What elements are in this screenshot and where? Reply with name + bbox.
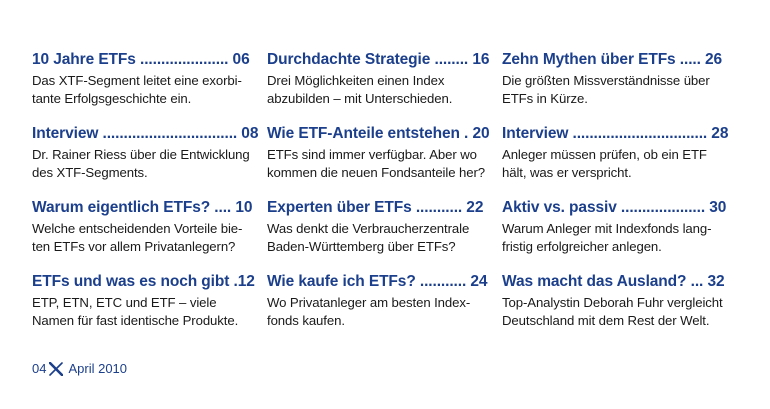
toc-description: ETFs sind immer verfügbar. Aber wo kommen die neuen Fondsanteile her? — [267, 147, 485, 180]
page-number: 04 — [32, 361, 47, 376]
toc-entry[interactable] — [267, 198, 502, 272]
toc-description: Welche entscheidenden Vorteile bie- ten ETFs vor allem Privatanlegern? — [32, 221, 243, 254]
toc-entry[interactable] — [502, 124, 732, 198]
toc-heading[interactable]: Wie kaufe ich ETFs? ........... 24 — [267, 273, 488, 290]
toc-entry[interactable] — [267, 124, 502, 198]
toc-heading[interactable]: Interview ................................ 08 — [32, 125, 259, 142]
toc-heading[interactable]: 10 Jahre ETFs ..................... 06 — [32, 51, 250, 68]
toc-entry[interactable] — [502, 272, 732, 346]
toc-heading[interactable]: Wie ETF-Anteile entstehen . 20 — [267, 125, 490, 142]
toc-heading[interactable]: Aktiv vs. passiv .................... 30 — [502, 199, 727, 216]
toc-description: Die größten Missverständnisse über ETFs in Kürze. — [502, 73, 710, 106]
toc-description: Top-Analystin Deborah Fuhr vergleicht Deutschland mit dem Rest der Welt. — [502, 295, 723, 328]
toc-description: Drei Möglichkeiten einen Index abzubilden – mit Unterschieden. — [267, 73, 453, 106]
toc-entry[interactable] — [32, 124, 267, 198]
toc-entry[interactable] — [32, 50, 267, 124]
toc-entry[interactable] — [32, 198, 267, 272]
toc-entry[interactable] — [267, 272, 502, 346]
issue-date: April 2010 — [68, 361, 128, 376]
x-logo-icon — [49, 362, 63, 376]
toc-heading[interactable]: ETFs und was es noch gibt .12 — [32, 273, 255, 290]
toc-entry[interactable] — [502, 50, 732, 124]
toc-heading[interactable]: Interview ................................ 28 — [502, 125, 729, 142]
toc-heading[interactable]: Warum eigentlich ETFs? .... 10 — [32, 199, 253, 216]
toc-description: Warum Anleger mit Indexfonds lang- fristig erfolgreicher anlegen. — [502, 221, 712, 254]
toc-description: Anleger müssen prüfen, ob ein ETF hält, was er verspricht. — [502, 147, 707, 180]
toc-heading[interactable]: Zehn Mythen über ETFs ..... 26 — [502, 51, 723, 68]
toc-description: ETP, ETN, ETC und ETF – viele Namen für fast identische Produkte. — [32, 295, 239, 328]
toc-description: Dr. Rainer Riess über die Entwicklung des XTF-Segments. — [32, 147, 250, 180]
toc-entry[interactable] — [267, 50, 502, 124]
toc-heading[interactable]: Durchdachte Strategie ........ 16 — [267, 51, 490, 68]
page-footer — [32, 361, 127, 377]
toc-entry[interactable] — [502, 198, 732, 272]
toc-description: Wo Privatanleger am besten Index- fonds kaufen. — [267, 295, 471, 328]
toc-heading[interactable]: Experten über ETFs ........... 22 — [267, 199, 484, 216]
toc-description: Was denkt die Verbraucherzentrale Baden-Württemberg über ETFs? — [267, 221, 470, 254]
toc-description: Das XTF-Segment leitet eine exorbi- tante Erfolgsgeschichte ein. — [32, 73, 242, 106]
toc-entry[interactable] — [32, 272, 267, 346]
toc-heading[interactable]: Was macht das Ausland? ... 32 — [502, 273, 725, 290]
table-of-contents — [32, 50, 732, 346]
